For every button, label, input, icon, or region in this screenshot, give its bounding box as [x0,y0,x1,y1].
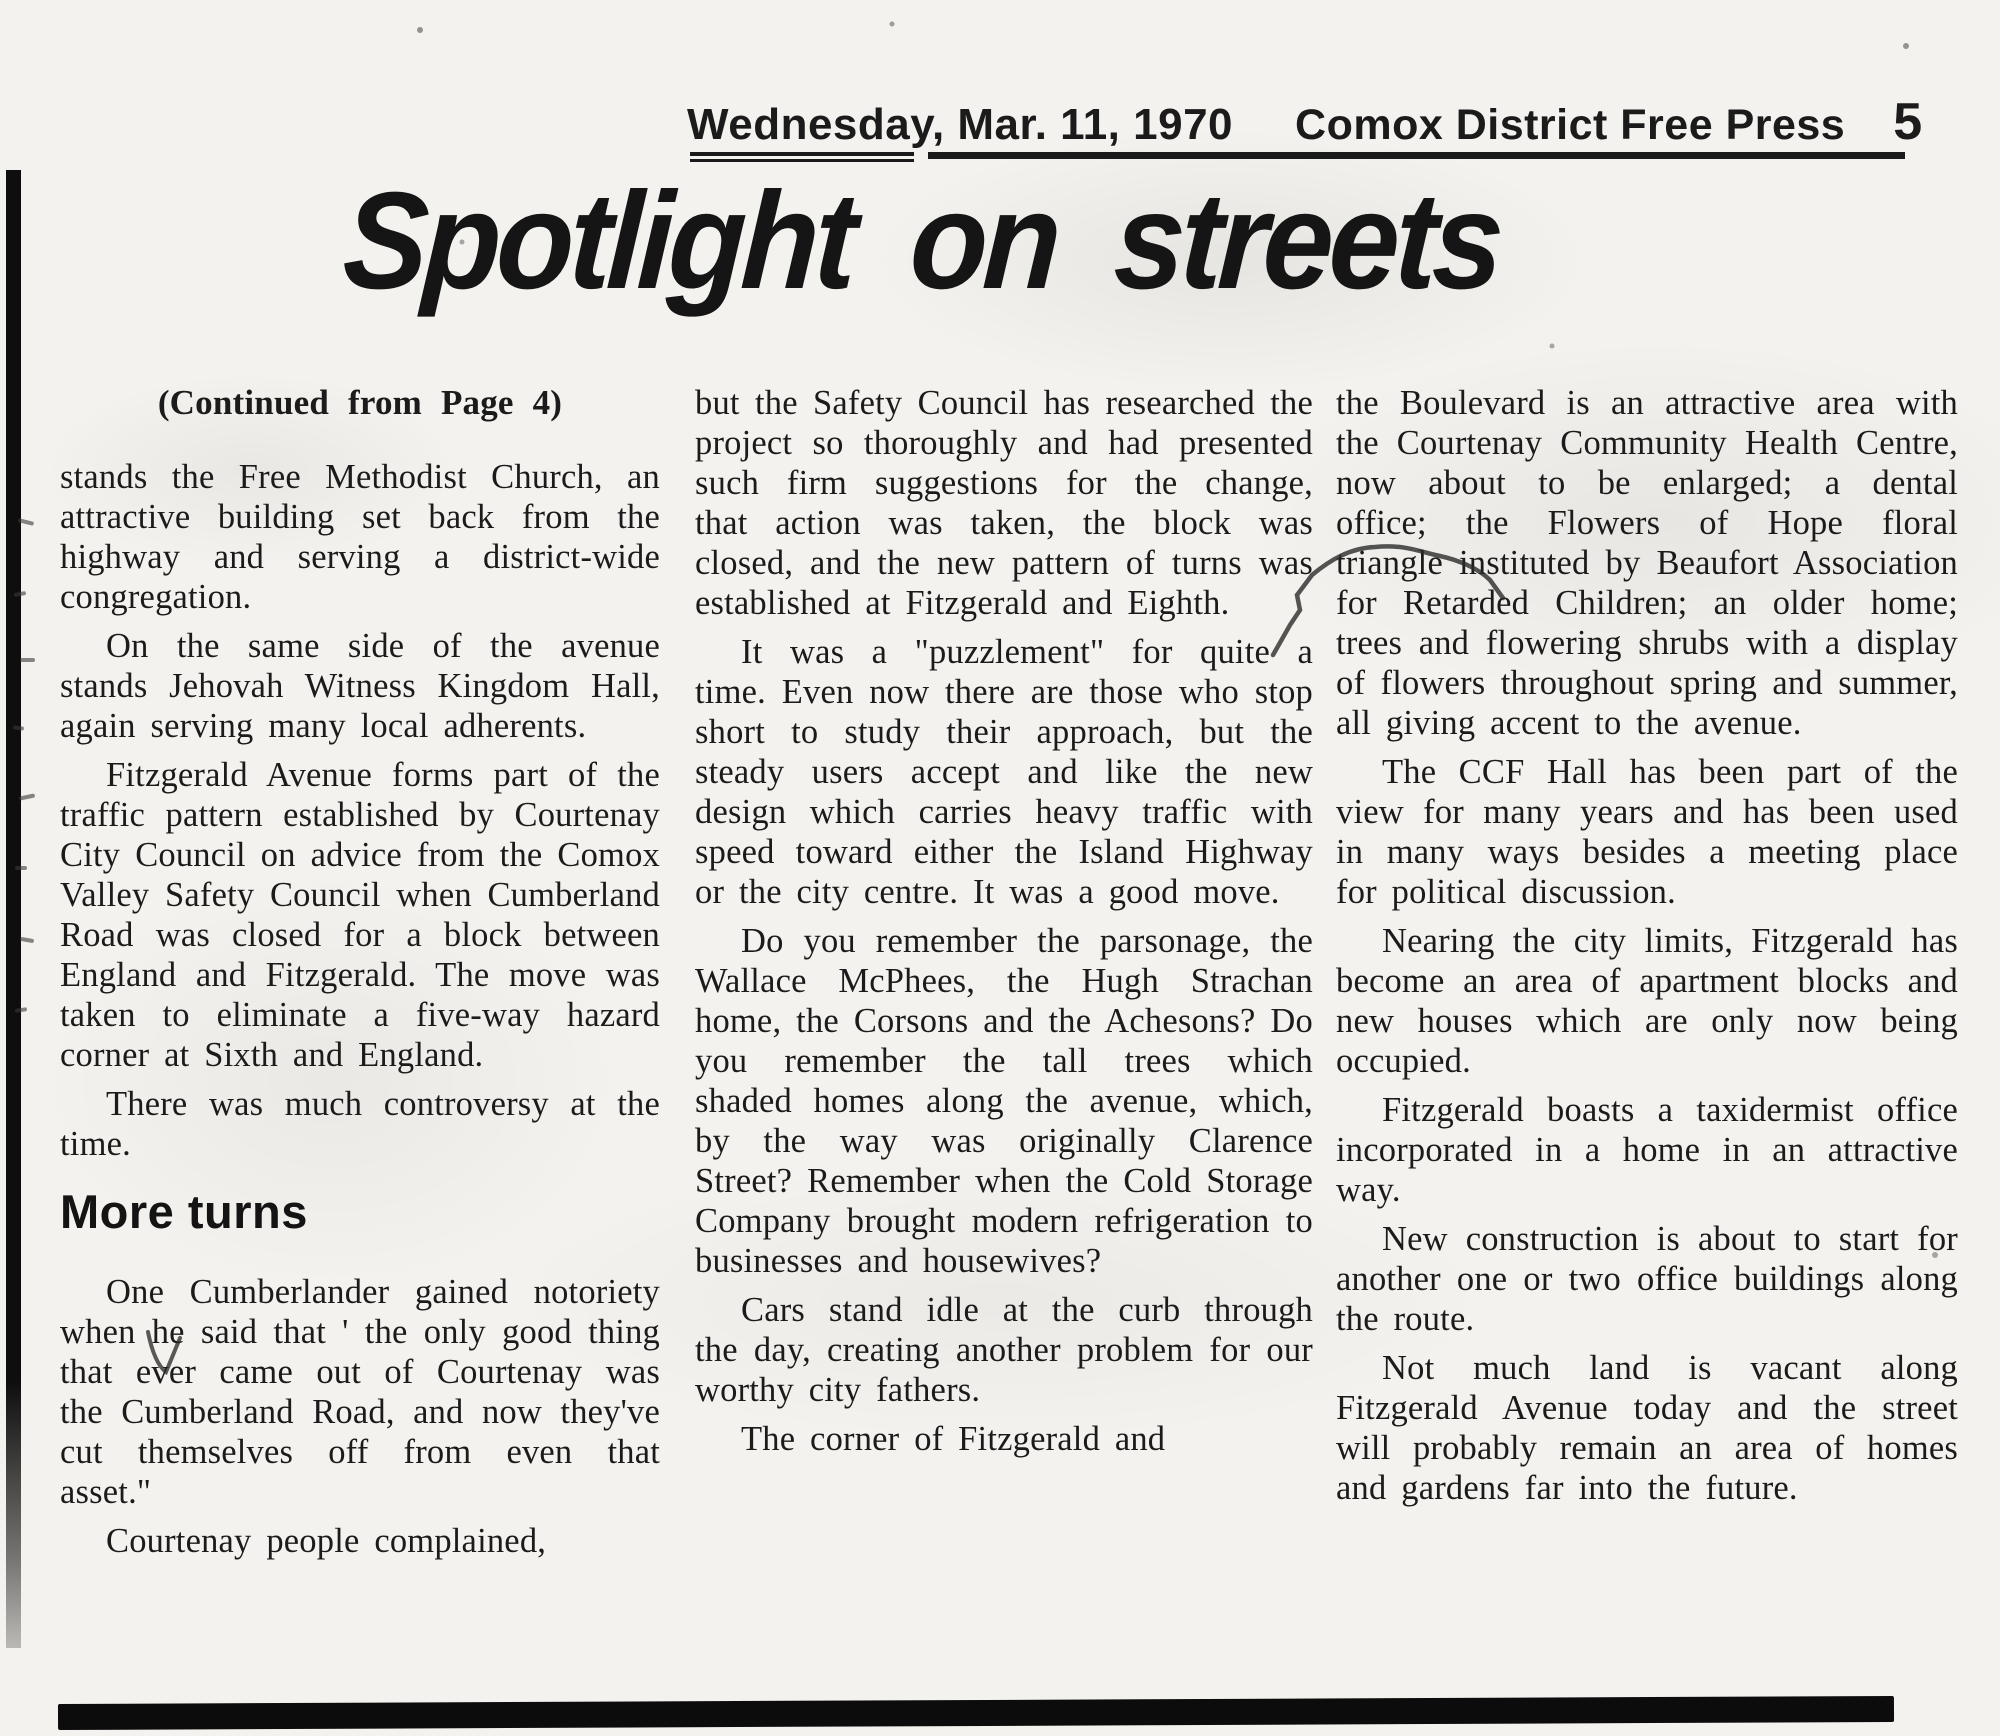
paragraph: the Boulevard is an attractive area with the Courtenay Community Health Centre, now about to be enlarged; a dental office; the Flowers of Hope floral triangle instituted by Beaufort Association for Retarded Children; an older home; trees and flowering shrubs with a display of flowers throughout spring and summer, all giving accent to the avenue. [1336,384,1958,742]
margin-mark [15,866,27,870]
paragraph: New construction is about to start for another one or two office buildings along the route. [1336,1220,1958,1338]
paragraph: but the Safety Council has researched the project so thoroughly and had presented such firm suggestions for the change, that action was taken, the block was closed, and the new pattern of turns was established at Fitzgerald and Eighth. [695,384,1313,622]
scan-edge-artifact-left [6,170,21,1648]
article-body [60,383,1960,1683]
paragraph: On the same side of the avenue stands Jehovah Witness Kingdom Hall, again serving many local adherents. [60,627,660,745]
margin-mark [20,658,35,662]
column-right [1336,383,1958,1683]
masthead-page-number: 5 [1893,93,1923,151]
paragraph: Cars stand idle at the curb through the day, creating another problem for our worthy city fathers. [695,1291,1313,1409]
margin-mark [19,793,35,800]
paragraph: Fitzgerald boasts a taxidermist office incorporated in a home in an attractive way. [1336,1091,1958,1209]
continued-note: (Continued from Page 4) [157,383,563,422]
paragraph: It was a "puzzlement" for quite a time. Even now there are those who stop short to study their approach, but the steady users accept and like the new design which carries heavy traffic with speed toward either the Island Highway or the city centre. It was a good move. [695,633,1313,911]
masthead-publication: Comox District Free Press [1295,101,1846,149]
column-middle [695,383,1313,1683]
masthead-date: Wednesday, Mar. 11, 1970 [687,100,1234,149]
speck [890,22,895,27]
paragraph: Do you remember the parsonage, the Wallace McPhees, the Hugh Strachan home, the Corsons and the Achesons? Do you remember the tall trees which shaded homes along the avenue, which, by the way was originally Clarence Street? Remember when the Cold Storage Company brought modern refrigeration to businesses and housewives? [695,922,1313,1280]
column-left [60,383,660,1683]
paragraph: Nearing the city limits, Fitzgerald has become an area of apartment blocks and new houses which are only now being occupied. [1336,922,1958,1080]
subhead-more-turns: More turns [60,1185,308,1238]
speck [1550,344,1555,349]
margin-mark [20,937,34,943]
paragraph: There was much controversy at the time. [60,1085,660,1163]
paragraph: The corner of Fitzgerald and [741,1420,1166,1458]
paragraph: The CCF Hall has been part of the view for many years and has been used in many ways besides a meeting place for political discussion. [1336,753,1958,911]
paragraph: Fitzgerald Avenue forms part of the traffic pattern established by Courtenay City Council on advice from the Comox Valley Safety Council when Cumberland Road was closed for a block between England and Fitzgerald. The move was taken to eliminate a five-way hazard corner at Sixth and England. [60,756,660,1074]
masthead [687,92,1922,152]
masthead-rule-left [690,152,914,162]
speck [417,27,423,33]
paragraph: Not much land is vacant along Fitzgerald Avenue today and the street will probably remain an area of homes and gardens far into the future. [1336,1349,1958,1507]
margin-mark [15,1007,27,1013]
paragraph: stands the Free Methodist Church, an attractive building set back from the highway and serving a district-wide congregation. [60,458,660,616]
masthead-rule-right [928,152,1905,159]
paragraph: Courtenay people complained, [106,1522,547,1560]
scan-rule-bottom [58,1696,1894,1730]
paragraph: One Cumberlander gained notoriety when he said that ' the only good thing that ever came out of Courtenay was the Cumberland Road, and now they've cut themselves off from even that asset." [60,1273,660,1511]
headline: Spotlight on streets [339,164,1504,318]
speck [1903,43,1909,49]
